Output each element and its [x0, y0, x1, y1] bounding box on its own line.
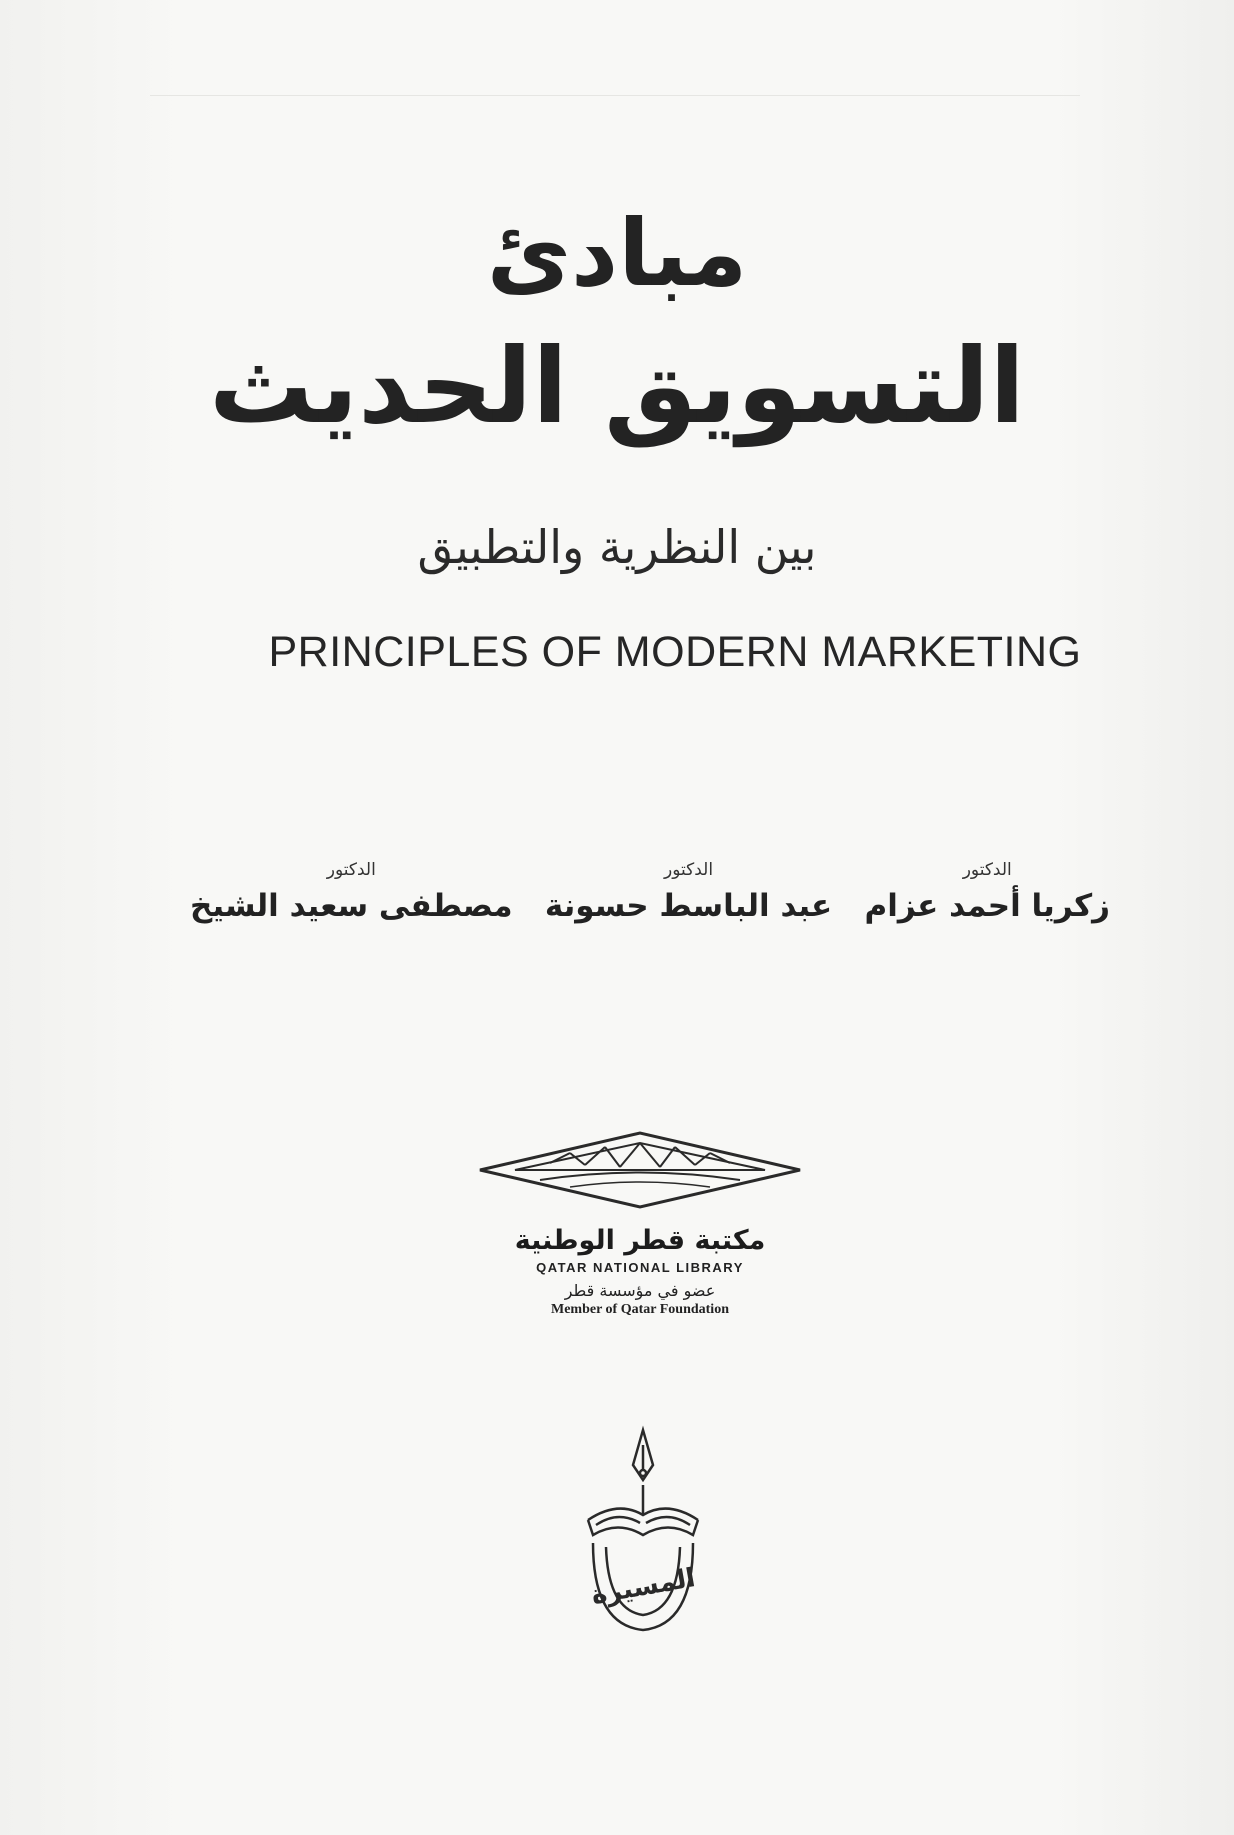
- author-title: الدكتور: [664, 860, 714, 880]
- english-title: PRINCIPLES OF MODERN MARKETING: [268, 628, 1082, 676]
- library-name-english: QATAR NATIONAL LIBRARY: [536, 1260, 744, 1275]
- library-stamp: [440, 1125, 840, 1318]
- authors-row: [190, 860, 1110, 970]
- book-title-line-1: مبادئ: [486, 200, 748, 307]
- publisher-pen-and-book-icon: [578, 1425, 708, 1645]
- author-1: [864, 860, 1110, 970]
- library-name-arabic: مكتبة قطر الوطنية: [514, 1225, 766, 1256]
- author-name: مصطفى سعيد الشيخ: [190, 888, 513, 924]
- author-title: الدكتور: [962, 860, 1012, 880]
- qatar-national-library-logo-icon: [470, 1125, 810, 1215]
- publisher-name: المسيرة: [589, 1563, 698, 1611]
- author-2: [545, 860, 832, 970]
- arabic-subtitle: بين النظرية والتطبيق: [417, 520, 817, 574]
- author-title: الدكتور: [326, 860, 376, 880]
- show-through-line: [150, 95, 1080, 96]
- library-member-english: Member of Qatar Foundation: [551, 1302, 729, 1317]
- author-name: زكريا أحمد عزام: [864, 888, 1110, 924]
- author-name: عبد الباسط حسونة: [544, 888, 833, 924]
- book-title-line-2: التسويق الحديث: [208, 325, 1026, 447]
- author-3: [190, 860, 513, 970]
- library-member-arabic: عضو في مؤسسة قطر: [564, 1281, 716, 1300]
